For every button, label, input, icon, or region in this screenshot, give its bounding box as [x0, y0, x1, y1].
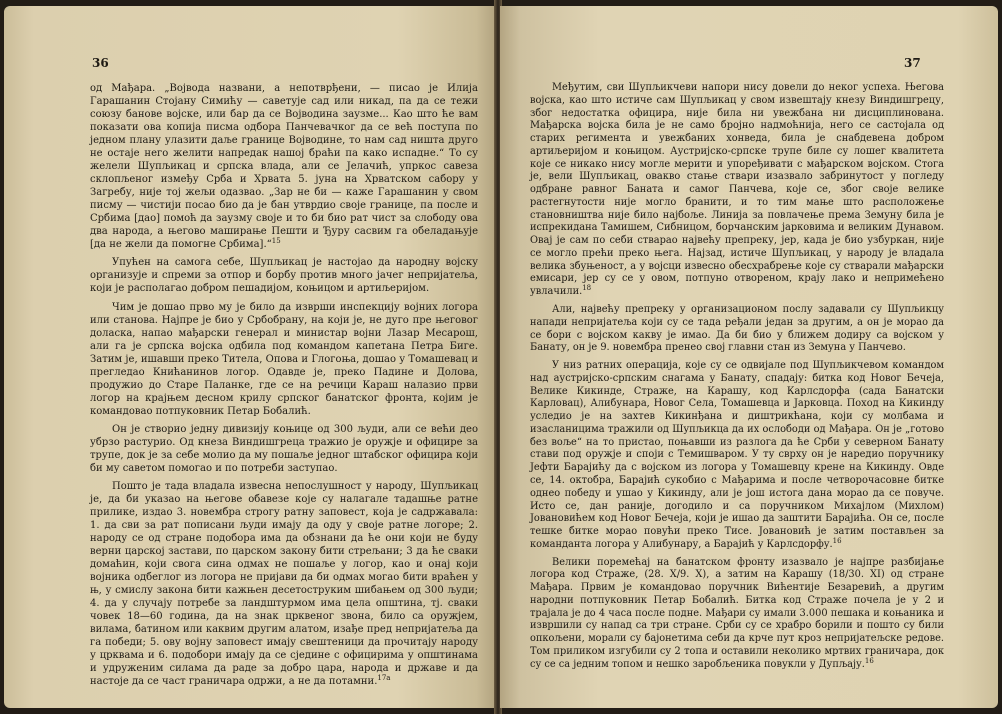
- paragraph-text: Упућен на самога себе, Шупљикац је настојао да народну војску организује и спреми за отпор и борбу против много јачег непријатеља, који је располагао добром пешадијом, коњицом и артиљеријом.: [90, 257, 478, 295]
- paragraph: [530, 304, 944, 355]
- footnote-marker: 15: [271, 237, 281, 246]
- footnote-marker: 16: [864, 656, 874, 665]
- paragraph: [90, 256, 478, 295]
- paragraph: [530, 360, 944, 551]
- page-number-right: 37: [904, 56, 921, 70]
- footnote-marker: 17a: [377, 674, 391, 683]
- paragraph-text: Он је створио једну дивизију коњице од 300 људи, али се већи део убрзо растурио. Од кнеза Виндишгреца тражио је оружје и официре за трупе, док је за себе молио да му пошаље једног штабског официра који би му саветом помогао и по потреби заступао.: [90, 423, 478, 474]
- paragraph: [90, 301, 478, 418]
- paragraph-text: Међутим, сви Шупљикчеви напори нису довели до неког успеха. Његова војска, као што истиче сам Шупљикац у свом извештају кнезу Виндишгрецу, због недостатка официра, није била ни увежбана ни дисциплинована. Мађарска војска била је не само бројно надмоћнија, него се састојала од старих регимента и увежбаних хонведа, била је снабдевена добром артиљеријом и коњицом. Аустријско-српске трупе биле су лошег квалитета које се никако нису могле мерити и упоређивати с мађарском војском. Стога је, вели Шупљикац, овакво стање ствари изазвало забринутост у погледу одбране равног Баната и самог Панчева, које се, због своје велике растегнутости није могло бранити, и то тим мање што расположење становништва није било најбоље. Линија за повлачење према Земуну била је испрекидана Тамишем, Сибницом, борчанским јарковима и великим Дунавом. Овај је сам по себи стварао највећу препреку, јер, када је био узбуркан, није се могло прећи преко њега. Најзад, истиче Шупљикац, у народу је владала велика збуњеност, а у војсци извесно обесхрабрење које су стварали мађарски емисари, јер су се у овом, потпуно отвореном, крају лако и непримећено увлачили.: [530, 82, 944, 298]
- paragraph: [90, 82, 478, 251]
- left-page-text: [90, 82, 478, 693]
- paragraph: [530, 557, 944, 672]
- right-page: [500, 6, 998, 708]
- left-page: [4, 6, 496, 708]
- paragraph-text: Пошто је тада владала извесна непослушност у народу, Шупљикац је, да би указао на његове обавезе које су налагале тадашње ратне прилике, издао 3. новембра строгу ратну заповест, која је садржавала: 1. да сви за рат пописани људи имају да оду у своје ратне логоре; 2. народу се од стране подобора има да обзнани да ће они који не буду верни царској застави, по царском закону бити стрељани; 3 да ће сваки домаћин, који свога сина одмах не пошаље у логор, као и онај који војника одбеглог из логора не пријави да би одмах могао бити враћен у њ, у смислу закона бити кажњен десетоструким шибањем од 300 људи; 4. да у случају потребе за ландштурмом има цела општина, тј. сваки човек 18—60 година, да на знак црквеног звона, било са оружјем, вилама, батином или каквим другим алатом, изађе пред непријатеља да га победи; 5. ову војну заповест имају свештеници да прочитају народу у црквама и 6. подобори имају да се сједине с официрима у општинама и удруженим силама да раде за добро цара, народа и државе и да настоје да се част граничара одржи, а не да потамни.: [90, 480, 478, 688]
- paragraph: [90, 423, 478, 475]
- paragraph-text: Велики поремећај на банатском фронту изазвало је најпре разбијање логора код Страже, (28. X/9. X), а затим на Карашу (18/30. XI) од стране Мађара. Првим је командовао поручник Вићентије Безаревић, а другим народни потпуковник Петар Бобалић. Битка код Страже почела је у 2 и трајала је до 4 часа после подне. Мађари су имали 3.000 пешака и коњаника и извршили су напад са три стране. Срби су се храбро борили и пошто су били опкољени, морали су бајонетима себи да крче пут кроз непријатељске редове. Том приликом изгубили су 2 топа и оставили неколико мртвих граничара, док су се са једним топом и нешко заробљеника повукли у Дупљају.: [530, 556, 944, 670]
- right-page-text: [530, 82, 944, 676]
- paragraph-text: од Мађара. „Војвода названи, а непотврђени, — писао је Илија Гарашанин Стојану Симићу — саветује сад или никад, па да се тежи союзу банове војске, или бар да се Војводина заузме... Као што ће вам показати ова копија писма одбора Панчевачког да се већ поступа по једном плану улазити даље границе Војводине, то нам сад ништа друго не остаје него желити напредак нашој браћи па како испадне.“ То су желели Шупљикац и српска влада, али се Јелачић, упркос савеза склопљеног између Срба и Хрвата 5. јуна на Хрватском сабору у Загребу, није тој жељи одазвао. „Зар не би — каже Гарашанин у свом писму — чистији посао био да је бан утврдио своје границе, па после и Србима [дао] помоћ да заузму своје и то би био рат чист за слободу ова два народа, а његово маширање Пешти и Ђуру сасвим га обеладањује [да не жели да помогне Србима].“: [90, 83, 478, 251]
- paragraph-text: Чим је дошао прво му је било да изврши инспекцију војних логора или станова. Најпре је био у Србобрану, на који је, не дуго пре његовог доласка, напао мађарски генерал и министар војни Лазар Месарош, али га је српска војска одбила под командом капетана Петра Биге. Затим је, ишавши преко Титела, Опова и Глогоња, дошао у Томашевац и прегледао Книћанинов логор. Одавде је, преко Падине и Долова, продужио до Старе Паланке, где се на речици Караш налазио први логор на крајњем десном крилу српског банатског фронта, којим је командовао потпуковник Петар Бобалић.: [90, 301, 478, 417]
- paragraph-text: Али, највећу препреку у организационом послу задавали су Шупљикцу напади непријатеља који су се тада ређали један за другим, а он је морао да се бори с војском какву је имао. Да би био у ближем додиру са војском у Банату, он је 9. новембра пренео свој главни стан из Земуна у Панчево.: [530, 304, 944, 354]
- footnote-marker: 16: [832, 536, 842, 545]
- page-number-left: 36: [92, 56, 109, 70]
- paragraph: [90, 480, 478, 689]
- paragraph-text: У низ ратних операција, које су се одвијале под Шупљикчевом командом над аустријско-српским снагама у Банату, спадају: битка код Новог Бечеја, Велике Кикинде, Страже, на Карашу, код Карлсдорфа (сада Банатски Карловац), Алибунара, Новог Села, Томашевца и Јарковца. Поход на Кикинду уследио је на захтев Кикинђана и диштрикћана, који су молбама и изасланицима тражили од Шупљикца да их ослободи од Мађара. Он је „готово без воље“ на то пристао, поњавши из разлога да ће Срби у северном Банату стави под оружје и споји с Темишваром. У ту сврху он је наредио поручнику Јефти Барајићу да с војском из логора у Томашевцу крене на Кикинду. Овде се, 14. октобра, Барајић сукобио с Мађарима и после четворочасовне битке однео победу и ушао у Кикинду, али је још истога дана морао да се повуче. Исто се, дан раније, догодило и са поручником Михајлом (Михлом) Јовановићем код Новог Бечеја, који је ишао да заштити Барајића. Он се, после тешке битке морао повући преко Тисе. Јовановић је затим постављен за команданта логора у Алибунару, а Барајић у Карлсдорфу.: [530, 360, 944, 550]
- footnote-marker: 18: [582, 284, 592, 293]
- paragraph: [530, 82, 944, 299]
